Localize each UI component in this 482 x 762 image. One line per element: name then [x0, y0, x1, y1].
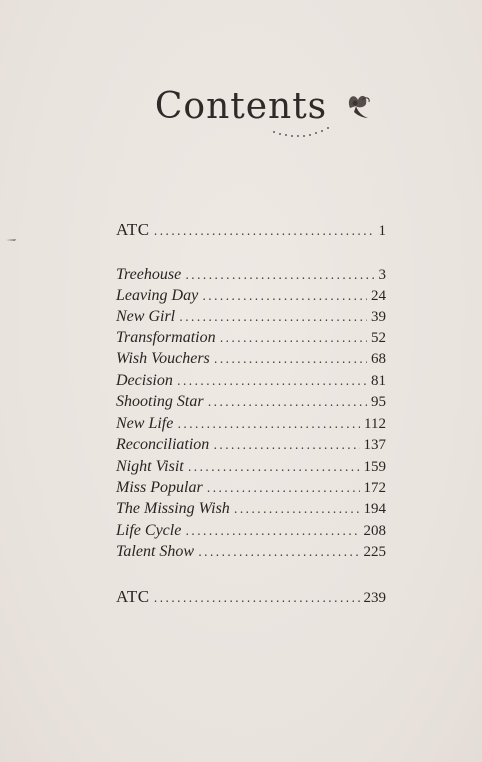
- toc-entry-label: New Girl: [116, 308, 176, 325]
- toc-entry-chapter[interactable]: [116, 479, 386, 497]
- toc-entry-page: 95: [371, 394, 386, 410]
- dot-leader: [188, 460, 360, 474]
- dot-leader: [220, 331, 367, 345]
- dot-leader: [185, 524, 359, 538]
- dot-leader: [185, 268, 374, 282]
- toc-entry-label: The Missing Wish: [116, 500, 230, 517]
- dot-leader: [202, 289, 367, 303]
- dot-leader: [154, 224, 375, 238]
- toc-entry-chapter[interactable]: [116, 350, 386, 368]
- toc-entry-page: 39: [371, 309, 386, 325]
- toc-entry-page: 208: [363, 523, 386, 539]
- dot-leader: [177, 417, 360, 431]
- toc-entry-intro[interactable]: [116, 220, 386, 240]
- toc-entry-page: 52: [371, 330, 386, 346]
- margin-mark: [6, 238, 16, 242]
- toc-entry-chapter[interactable]: [116, 522, 386, 540]
- dot-leader: [208, 395, 367, 409]
- toc-entry-chapter[interactable]: [116, 543, 386, 561]
- toc-entry-chapter[interactable]: [116, 329, 386, 347]
- toc-entry-label: Life Cycle: [116, 522, 182, 539]
- toc-entry-label: Reconciliation: [116, 436, 210, 453]
- toc-entry-label: Miss Popular: [116, 479, 203, 496]
- toc-entry-page: 112: [364, 416, 386, 432]
- dot-leader: [213, 438, 359, 452]
- toc-entry-label: Leaving Day: [116, 287, 199, 304]
- toc-entry-label: Decision: [116, 372, 173, 389]
- toc-entry-label: Talent Show: [116, 543, 195, 560]
- dot-leader: [207, 481, 360, 495]
- toc-entry-chapter[interactable]: [116, 500, 386, 518]
- page-title: Contents: [154, 86, 328, 127]
- toc-entry-page: 159: [363, 459, 386, 475]
- toc-entry-label: Treehouse: [116, 266, 182, 283]
- toc-entry-page: 24: [371, 288, 386, 304]
- toc-entry-label: Transformation: [116, 329, 216, 346]
- toc-entry-page: 194: [363, 501, 386, 517]
- toc-entry-label: Night Visit: [116, 458, 184, 475]
- toc-entry-chapter[interactable]: [116, 436, 386, 454]
- toc-entry-chapter[interactable]: [116, 393, 386, 411]
- toc-entry-chapter[interactable]: [116, 458, 386, 476]
- dot-leader: [198, 545, 359, 559]
- toc-entry-chapter[interactable]: [116, 308, 386, 326]
- toc-entry-page: 3: [378, 267, 386, 283]
- toc-entry-page: 81: [371, 373, 386, 389]
- toc-entry-chapter[interactable]: [116, 415, 386, 433]
- toc-entry-page: 1: [378, 223, 386, 239]
- toc-entry-label: New Life: [116, 415, 174, 432]
- toc-entry-page: 68: [371, 351, 386, 367]
- toc-entry-page: 225: [363, 544, 386, 560]
- dot-leader: [154, 591, 360, 605]
- toc-entry-page: 137: [363, 437, 386, 453]
- toc-entry-label: Wish Vouchers: [116, 350, 210, 367]
- sparkle-trail-icon: [270, 120, 350, 150]
- toc-entry-page: 172: [363, 480, 386, 496]
- toc-entry-chapter[interactable]: [116, 372, 386, 390]
- toc-entry-page: 239: [363, 590, 386, 606]
- dot-leader: [214, 352, 367, 366]
- dot-leader: [179, 310, 367, 324]
- toc-entry-chapter[interactable]: [116, 287, 386, 305]
- toc-entry-label: Shooting Star: [116, 393, 204, 410]
- toc-entry-chapter[interactable]: [116, 266, 386, 284]
- toc-entry-label: ATC: [116, 587, 150, 606]
- dot-leader: [177, 374, 367, 388]
- toc-entry-label: ATC: [116, 220, 150, 239]
- dot-leader: [234, 502, 360, 516]
- toc-entry-outro[interactable]: [116, 587, 386, 607]
